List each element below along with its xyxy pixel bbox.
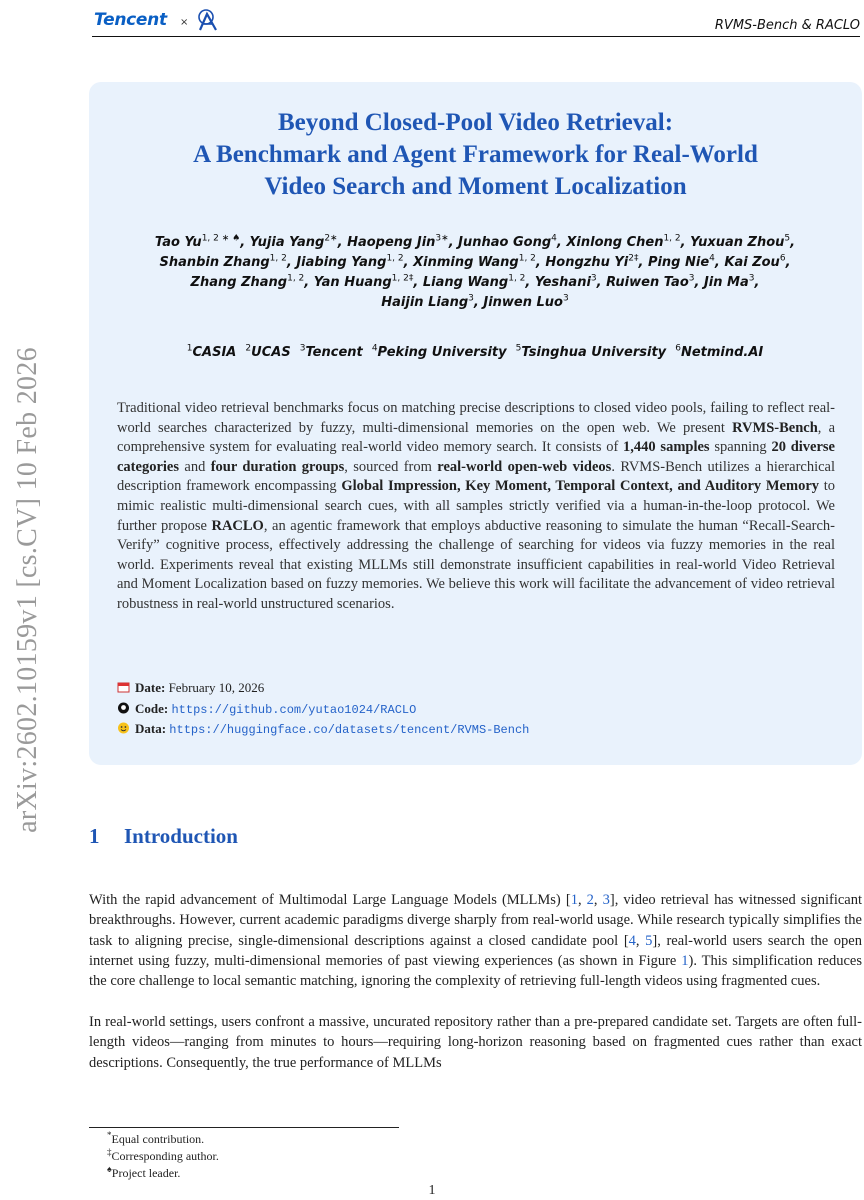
citation-link[interactable]: 1 xyxy=(570,892,578,908)
section-title: Introduction xyxy=(124,824,238,848)
abstract-bold: RVMS-Bench xyxy=(732,419,818,436)
footnote-text: Equal contribution. xyxy=(111,1132,205,1146)
citation-link[interactable]: 4 xyxy=(628,932,636,949)
huggingface-icon xyxy=(117,722,130,734)
abstract-span: , an agentic framework that employs abductive reasoning to simulate the human “Recall-Search-Verify” cognitive process, effectively addressing the challenge of searching for videos via fuzzy memories in the real world. Experiments reveal that existing MLLMs still demonstrate insufficient capabilities in real-world Video Retrieval and Moment Localization based on fuzzy memories. We believe this work will facilitate the advancement of video retrieval robustness in real-world unstructured scenarios. xyxy=(117,517,836,612)
abstract-span: to mimic realistic multi-dimensional search cues, with all samples strictly verified via a human-in-the-loop protocol. We further propose xyxy=(117,478,835,534)
page-header xyxy=(92,8,860,36)
footnote-mark: ‡ xyxy=(107,1147,112,1157)
author-mark: 3 xyxy=(468,293,474,304)
author-mark: 5 xyxy=(784,233,791,244)
tencent-logo: Tencent xyxy=(94,10,167,30)
code-label: Code: xyxy=(135,700,169,716)
intro-paragraph: In real-world settings, users confront a massive, uncurated repository rather than a pre-prepared candidate set. Targets are often full-length videos—ranging from minutes to hours—requiring long-horizon reasoning based on fragmented cues rather than exact descriptions. Consequently, the true performance of MLLMs xyxy=(89,1014,862,1071)
figure-link[interactable]: 1 xyxy=(681,952,689,969)
partner-logo-icon xyxy=(194,8,222,32)
abstract-bold: RACLO xyxy=(211,517,264,534)
author-mark: 2‡ xyxy=(628,253,639,264)
footnote-mark: ♠ xyxy=(107,1164,112,1174)
affil-mark: 3 xyxy=(299,343,306,354)
author-mark: 1, 2 ∗ ♠ xyxy=(201,233,241,244)
date-row xyxy=(117,678,835,699)
data-label: Data: xyxy=(135,721,167,736)
footnote xyxy=(107,1131,219,1148)
author-mark: 1, 2 xyxy=(518,253,536,264)
code-link[interactable]: https://github.com/yutao1024/RACLO xyxy=(171,702,417,717)
affil-name: Tencent xyxy=(305,345,363,360)
footnote-mark: * xyxy=(107,1130,112,1140)
affil-mark: 6 xyxy=(675,343,681,354)
author-mark: 1, 2 xyxy=(287,273,305,284)
paper-meta xyxy=(117,678,835,740)
logo-separator: × xyxy=(180,17,189,28)
affiliation-list xyxy=(100,345,850,360)
affil-name: Tsinghua University xyxy=(521,345,667,360)
author-name: Yujia Yang xyxy=(249,235,325,250)
abstract-bold: Global Impression, Key Moment, Temporal Context, and Auditory Memory xyxy=(341,478,819,495)
author-mark: 3 xyxy=(562,293,569,304)
abstract-span: , a comprehensive system for evaluating real-world video memory search. It consists of xyxy=(117,419,835,456)
abstract-bold: 20 diverse categories xyxy=(117,439,835,475)
section-number: 1 xyxy=(89,824,100,848)
author-name: Yuxuan Zhou xyxy=(690,235,785,250)
abstract-text xyxy=(117,399,835,615)
footnote-text: Corresponding author. xyxy=(111,1149,219,1163)
calendar-icon xyxy=(117,681,130,693)
affil-mark: 4 xyxy=(371,343,378,354)
author-mark: 1, 2 xyxy=(508,273,526,284)
affil-mark: 2 xyxy=(245,343,252,354)
code-row xyxy=(117,699,835,720)
author-list: Tao $Yu^{1, 2 ∗ ♠}$, Yujia Yang$^{2∗}$, Haopeng Jin$^{3∗}$, Junhao Gong$^4$, Xinlong Chen$^{1, 2}$, Yuxuan Zhou$^5$, Shanbin Zhang$^{1, 2}$, Jiabing Yang$^{1, 2}$, Xinming Wang$^{1, 2}$, Hongzhu $Yi^{2\ddagger}$, Ping Nie$^4$, Kai Zou$^6$, Zhang Zhang$^{1, 2}$, Yan Huang$^{1, 2\ddagger}$, Liang Wang$^{1, 2}$, Yeshani$^3$, Ruiwen Tao$^3$, Jin Ma$^3$, Haijin Liang$^3$, Jinwen Luo$^3$ xyxy=(154,233,796,310)
arxiv-stamp: arXiv:2602.10159v1 [cs.CV] 10 Feb 2026 xyxy=(12,347,43,833)
author-mark: 1, 2 xyxy=(269,253,287,264)
author-name: Yeshani xyxy=(534,275,591,290)
title-line: A Benchmark and Agent Framework for Real-World xyxy=(193,141,758,168)
author-name: Jinwen Luo xyxy=(483,295,563,310)
citation-link[interactable]: 3 xyxy=(602,892,610,908)
data-row xyxy=(117,719,835,740)
author-name: Liang Wang xyxy=(422,275,509,290)
affil-name: Peking University xyxy=(377,345,507,360)
abstract-span: Traditional video retrieval benchmarks focus on matching precise descriptions to closed video pools, failing to reflect real-world searches characterized by fuzzy, multi-dimensional memories on the open web. We present xyxy=(117,400,835,436)
abstract-bold: real-world open-web videos xyxy=(437,458,612,475)
intro-paragraph: With the rapid advancement of Multimodal Large Language Models (MLLMs) [1, 2, 3], video retrieval has witnessed significant breakthroughs. However, current academic paradigms diverge sharply from real-world usage. While research typically simplifies the task to aligning precise, single-dimensional descriptions against a closed candidate pool [4, 5], real-world users search the open internet using fuzzy, multi-dimensional memories of past viewing experiences (as shown in Figure 1). This simplification reduces the core challenge to local semantic matching, ignoring the complexity of retrieving full-length videos using fragmented cues. xyxy=(89,892,863,990)
para-span: With the rapid advancement of Multimodal Large Language Models (MLLMs) [ xyxy=(89,892,571,908)
affil-mark: 5 xyxy=(515,343,522,354)
author-mark: 6 xyxy=(779,253,786,264)
author-name: Jin Ma xyxy=(703,275,749,290)
abstract-bold: four duration groups xyxy=(210,458,345,475)
author-name: Hongzhu Yi xyxy=(545,255,629,270)
author-name: Ping Nie xyxy=(647,255,710,270)
author-name: Xinming Wang xyxy=(413,255,519,270)
footnotes xyxy=(107,1131,219,1182)
github-icon xyxy=(117,702,130,714)
abstract-span: , sourced from xyxy=(344,458,438,475)
author-mark: 3 xyxy=(590,273,597,284)
affil-name: Netmind.AI xyxy=(680,345,764,360)
para-span: ], real-world users search the open internet using fuzzy, multi-dimensional memories of past viewing experiences (as shown in Figure xyxy=(89,932,862,969)
abstract-span: and xyxy=(179,458,211,475)
footnote-divider xyxy=(89,1127,399,1128)
title-line: Beyond Closed-Pool Video Retrieval: xyxy=(277,109,674,136)
author-mark: 4 xyxy=(551,233,557,244)
author-mark: 3∗ xyxy=(435,233,449,244)
paper-title xyxy=(89,107,862,203)
author-name: Ruiwen Tao xyxy=(606,275,689,290)
date-label: Date: xyxy=(135,680,166,695)
author-name: Zhang Zhang xyxy=(190,275,288,290)
data-link[interactable]: https://huggingface.co/datasets/tencent/RVMS-Bench xyxy=(169,723,530,737)
author-name: Junhao Gong xyxy=(458,235,552,250)
para-span: ], video retrieval has witnessed significant breakthroughs. However, current academic paradigms diverge sharply from real-world usage. While research typically simplifies the task to aligning precise, single-dimensional descriptions against a closed candidate pool [ xyxy=(89,892,863,949)
author-mark: 2∗ xyxy=(324,233,338,244)
affil-mark: 1 xyxy=(186,343,193,354)
section-heading xyxy=(89,824,238,849)
author-name: Yan Huang xyxy=(313,275,392,290)
citation-link[interactable]: 5 xyxy=(645,932,653,949)
date-value: February 10, 2026 xyxy=(168,680,265,695)
author-name: Jiabing Yang xyxy=(296,255,387,270)
author-name: Haijin Liang xyxy=(381,295,469,310)
author-mark: 3 xyxy=(688,273,695,284)
author-mark: 4 xyxy=(709,253,715,264)
author-mark: 3 xyxy=(748,273,755,284)
author-name: Shanbin Zhang xyxy=(159,255,270,270)
author-mark: 1, 2 xyxy=(663,233,681,244)
abstract-span: . RVMS-Bench utilizes a hierarchical description framework encompassing xyxy=(117,458,836,495)
title-line: Video Search and Moment Localization xyxy=(264,173,687,200)
running-title: RVMS-Bench & RACLO xyxy=(714,18,860,33)
author-name: Xinlong Chen xyxy=(566,235,664,250)
abstract-span: spanning xyxy=(709,439,772,456)
footnote-text: Project leader. xyxy=(111,1166,181,1180)
page-number: 1 xyxy=(428,1183,436,1198)
author-mark: 1, 2‡ xyxy=(391,273,414,284)
affil-name: CASIA xyxy=(192,345,237,360)
para-span: ). This simplification reduces the core challenge to local semantic matching, ignoring the complexity of retrieving full-length videos using fragmented cues. xyxy=(89,952,863,990)
author-name: Tao Yu xyxy=(154,235,202,250)
header-divider xyxy=(92,36,860,37)
citation-link[interactable]: 2 xyxy=(586,892,594,908)
footnote xyxy=(107,1165,219,1182)
abstract-bold: 1,440 samples xyxy=(623,439,710,456)
author-name: Haopeng Jin xyxy=(347,235,436,250)
affil-name: UCAS xyxy=(251,345,291,360)
footnote xyxy=(107,1148,219,1165)
author-name: Kai Zou xyxy=(724,255,780,270)
author-mark: 1, 2 xyxy=(386,253,404,264)
